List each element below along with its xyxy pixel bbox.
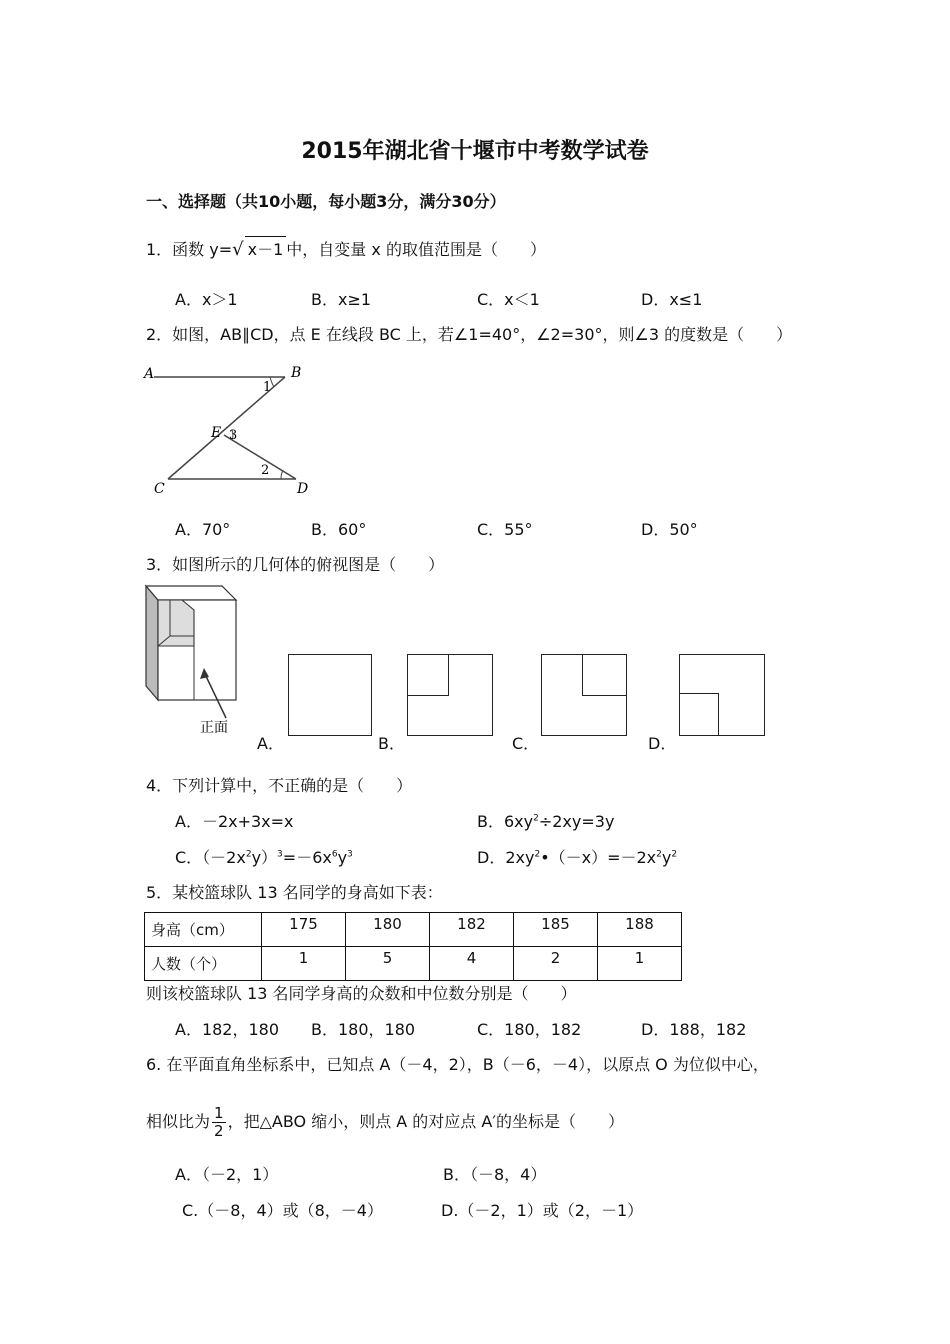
- q2-option-b: B．60°: [311, 520, 367, 539]
- q1-radicand: x－1: [245, 236, 287, 260]
- table-cell: 180: [346, 913, 430, 947]
- q1-prefix: 1．函数 y=: [146, 240, 233, 259]
- q2-option-d: D．50°: [641, 520, 698, 539]
- q4-option-a: A．－2x+3x=x: [175, 812, 294, 831]
- question-6-line1: 6. 在平面直角坐标系中，已知点 A（－4，2），B（－6，－4），以原点 O 为位似中心，: [146, 1055, 769, 1074]
- q3-option-d-figure: [679, 654, 765, 736]
- q3-option-a: A．: [257, 734, 284, 753]
- q3-option-c-figure: [541, 654, 627, 736]
- label-a: A: [144, 366, 155, 382]
- table-cell: 5: [346, 947, 430, 981]
- q1-option-b: B．x≥1: [311, 290, 372, 309]
- q3-solid-figure: [142, 580, 252, 740]
- label-angle-1: 1: [263, 380, 272, 395]
- q3-option-a-figure: [288, 654, 372, 736]
- q6-option-d: D.（－2，1）或（2，－1）: [441, 1201, 644, 1220]
- q1-option-c: C．x＜1: [477, 290, 540, 309]
- q6-option-c: C.（－8，4）或（8，－4）: [182, 1201, 383, 1220]
- table-header-height: 身高（cm）: [145, 913, 262, 947]
- table-row: [145, 913, 682, 947]
- table-cell: 2: [514, 947, 598, 981]
- q1-suffix: 中，自变量 x 的取值范围是（ ）: [286, 240, 546, 259]
- table-header-count: 人数（个）: [145, 947, 262, 981]
- front-label: 正面: [200, 720, 228, 736]
- q5-option-a: A．182，180: [175, 1020, 280, 1039]
- q4-option-c: C．$(-2x^2y)^3=-6x^6y^3$: [175, 848, 353, 867]
- table-row: [145, 947, 682, 981]
- q2-figure: [140, 358, 330, 500]
- q1-option-a: A．x＞1: [175, 290, 238, 309]
- label-e: E: [211, 425, 222, 441]
- question-1: 1．函数 y=√ x－1 中，自变量 x 的取值范围是（ ）: [146, 236, 546, 260]
- section-heading: 一、选择题（共10小题，每小题3分，满分30分）: [146, 192, 506, 211]
- q5-question: 则该校篮球队 13 名同学身高的众数和中位数分别是（ ）: [146, 984, 577, 1003]
- question-2: 2．如图，AB∥CD，点 E 在线段 BC 上，若∠1=40°，∠2=30°，则∠3 的度数是（ ）: [146, 325, 793, 344]
- q3-option-b: B．: [378, 734, 405, 753]
- height-table: [144, 912, 682, 981]
- question-3: 3．如图所示的几何体的俯视图是（ ）: [146, 555, 445, 574]
- q2-option-a: A．70°: [175, 520, 231, 539]
- label-b: B: [291, 365, 302, 381]
- table-cell: 185: [514, 913, 598, 947]
- q3-option-b-figure: [407, 654, 493, 736]
- q2-option-c: C．55°: [477, 520, 533, 539]
- table-cell: 175: [262, 913, 346, 947]
- label-angle-3: 3: [229, 428, 238, 443]
- question-6-line2: 相似比为 $\frac{1}{2}$ ，把△ABO 缩小，则点 A 的对应点 A′的坐标是（ ）: [146, 1104, 624, 1140]
- q5-option-c: C．180，182: [477, 1020, 582, 1039]
- q3-option-c: C．: [512, 734, 540, 753]
- label-angle-2: 2: [261, 463, 270, 478]
- table-cell: 182: [430, 913, 514, 947]
- q3-option-d: D．: [648, 734, 677, 753]
- q1-option-d: D．x≤1: [641, 290, 703, 309]
- q6-option-a: A．（－2，1）: [175, 1165, 279, 1184]
- label-d: D: [297, 481, 309, 497]
- q4-option-b: B．$6xy^2\div 2xy=3y$: [477, 812, 615, 831]
- question-4: 4．下列计算中，不正确的是（ ）: [146, 776, 413, 795]
- q4-option-d: D．$2xy^2•(-x)=-2x^2y^2$: [477, 848, 678, 867]
- table-cell: 1: [262, 947, 346, 981]
- fraction-one-half: $\frac{1}{2}$: [214, 1104, 224, 1140]
- table-cell: 1: [598, 947, 682, 981]
- label-c: C: [154, 481, 165, 497]
- q6-option-b: B．（－8，4）: [443, 1165, 547, 1184]
- q5-option-d: D．188，182: [641, 1020, 747, 1039]
- table-cell: 188: [598, 913, 682, 947]
- question-5: 5．某校篮球队 13 名同学的身高如下表：: [146, 883, 443, 902]
- q5-option-b: B．180，180: [311, 1020, 416, 1039]
- page-title: 2015年湖北省十堰市中考数学试卷: [301, 139, 649, 164]
- table-cell: 4: [430, 947, 514, 981]
